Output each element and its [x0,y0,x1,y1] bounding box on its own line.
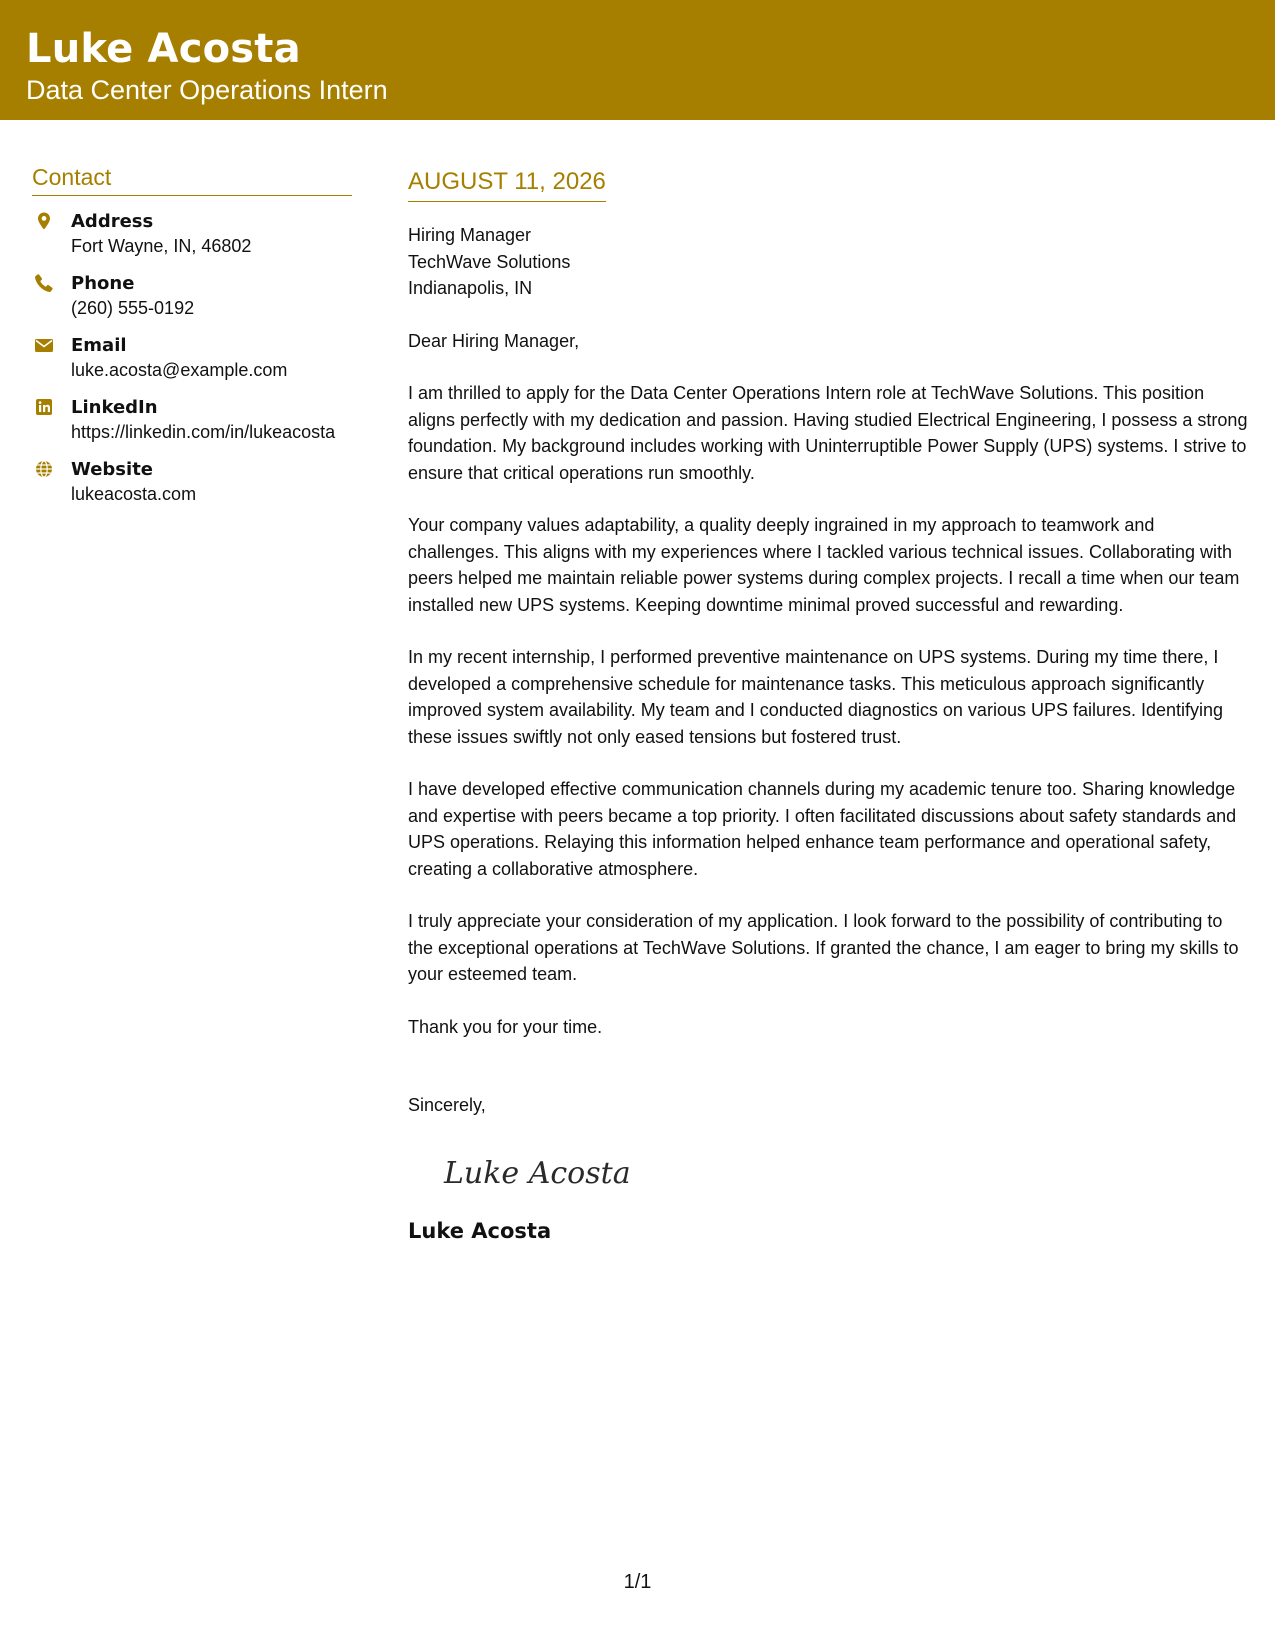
contact-value[interactable]: lukeacosta.com [71,484,197,504]
contact-item-address [32,209,352,259]
letter-paragraph: Your company values adaptability, a quality deeply ingrained in my approach to teamwork and challenges. This aligns with my experiences where I tackled various technical issues. Collaborating with peers helped me maintain reliable power systems during complex projects. I recall a time when our team installed new UPS systems. Keeping downtime minimal proved successful and rewarding. [408,515,1240,615]
page-number: 1/1 [623,1571,652,1593]
closing: Sincerely, [408,1095,486,1115]
contact-label: LinkedIn [71,397,158,418]
contact-label: Website [71,459,154,480]
envelope-icon [34,335,54,355]
signature-image [442,1149,642,1195]
contact-value: Fort Wayne, IN, 46802 [71,236,252,256]
contact-item-linkedin [32,395,352,445]
contact-sidebar [32,162,352,519]
contact-item-phone [32,271,352,321]
letter-paragraph: I have developed effective communication channels during my academic tenure too. Sharing knowledge and expertise with peers became a top priority. I often facilitated discussions about safety standards and UPS operations. Relaying this information helped enhance team performance and operational safety, creating a collaborative atmosphere. [408,779,1237,879]
phone-icon [34,273,54,293]
contact-label: Phone [71,273,135,294]
contact-label: Email [71,335,127,356]
contact-list [32,209,352,507]
contact-label: Address [71,211,154,232]
applicant-role: Data Center Operations Intern [26,75,388,105]
contact-value[interactable]: https://linkedin.com/in/lukeacosta [71,422,336,442]
letter-body [408,166,1248,1245]
applicant-name: Luke Acosta [26,26,301,72]
recipient-block [408,222,1248,302]
contact-title: Contact [32,162,352,196]
letter-date: AUGUST 11, 2026 [408,166,606,202]
linkedin-icon [34,397,54,417]
recipient-line: Hiring Manager [408,225,532,245]
globe-icon [34,459,54,479]
contact-item-website [32,457,352,507]
thanks-line: Thank you for your time. [408,1016,603,1037]
map-pin-icon [34,211,54,231]
letter-paragraph: I am thrilled to apply for the Data Center Operations Intern role at TechWave Solutions. This position aligns perfectly with my dedication and passion. Having studied Electrical Engineering, I possess a strong foundation. My background includes working with Uninterruptible Power Supply (UPS) systems. I strive to ensure that critical operations run smoothly. [408,383,1248,483]
recipient-line: TechWave Solutions [408,251,571,272]
contact-value: luke.acosta@example.com [71,360,288,380]
header-banner [0,0,1275,120]
greeting: Dear Hiring Manager, [408,330,580,351]
letter-paragraph: I truly appreciate your consideration of my application. I look forward to the possibility of contributing to the exceptional operations at TechWave Solutions. If granted the chance, I am eager to bring my skills to your esteemed team. [408,911,1239,984]
letter-paragraphs [408,380,1248,988]
signer-name: Luke Acosta [408,1218,552,1243]
contact-item-email [32,333,352,383]
signature-text: Luke Acosta [444,1155,631,1191]
recipient-line: Indianapolis, IN [408,278,533,298]
contact-value: (260) 555-0192 [71,298,195,318]
letter-paragraph: In my recent internship, I performed preventive maintenance on UPS systems. During my time there, I developed a comprehensive schedule for maintenance tasks. This meticulous approach significantly improved system availability. My team and I conducted diagnostics on various UPS failures. Identifying these issues swiftly not only eased tensions but fostered trust. [408,647,1224,747]
